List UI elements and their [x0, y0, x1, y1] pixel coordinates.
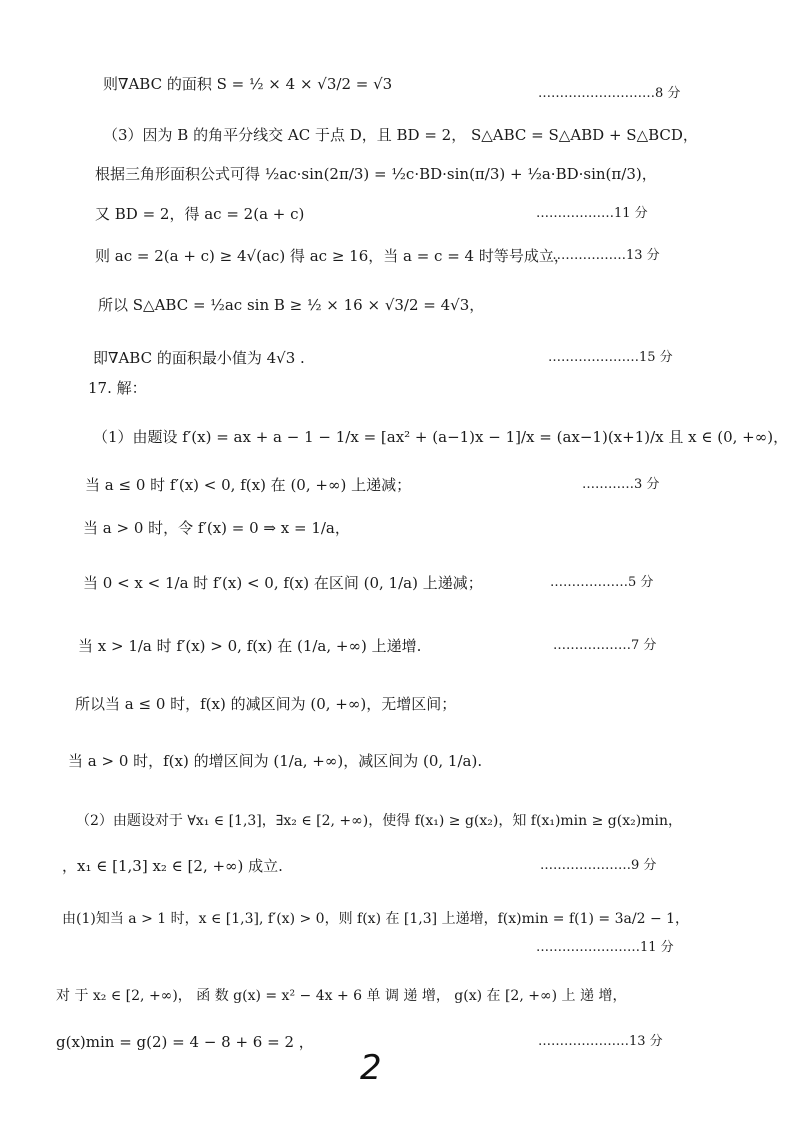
line-text: 当 x > 1/a 时 f′(x) > 0, f(x) 在 (1/a, +∞) 上递增.: [78, 637, 422, 655]
page-number: 2: [360, 1048, 382, 1088]
line-text: ，x₁ ∈ [1,3] x₂ ∈ [2, +∞) 成立.: [62, 857, 283, 875]
line-text: 所以当 a ≤ 0 时，f(x) 的减区间为 (0, +∞)，无增区间；: [75, 695, 457, 713]
line-text: 根据三角形面积公式可得 ½ac·sin(2π/3) = ½c·BD·sin(π/3) + ½a·BD·sin(π/3)，: [95, 165, 657, 183]
line-text: 当 a > 0 时，f(x) 的增区间为 (1/a, +∞)，减区间为 (0, 1/a).: [68, 752, 483, 770]
line-text: 对 于 x₂ ∈ [2, +∞)， 函 数 g(x) = x² − 4x + 6 单 调 递 增， g(x) 在 [2, +∞) 上 递 增，: [56, 988, 627, 1004]
line-text: 所以 S△ABC = ½ac sin B ≥ ½ × 16 × √3/2 = 4√3，: [98, 296, 485, 314]
score-mark: …………………15 分: [548, 350, 673, 365]
line-text: 又 BD = 2，得 ac = 2(a + c): [95, 205, 305, 223]
line-text: 当 a > 0 时，令 f′(x) = 0 ⇒ x = 1/a，: [83, 519, 350, 537]
score-mark: ………………13 分: [548, 248, 660, 263]
line-text: g(x)min = g(2) = 4 − 8 + 6 = 2 ，: [56, 1033, 314, 1051]
score-mark: …………………13 分: [538, 1034, 663, 1049]
score-mark: …………………9 分: [540, 858, 657, 873]
score-mark: ……………………11 分: [536, 940, 674, 955]
line-text: 即∇ABC 的面积最小值为 4√3 .: [93, 349, 305, 367]
score-mark: …………3 分: [582, 477, 660, 492]
line-text: 则∇ABC 的面积 S = ½ × 4 × √3/2 = √3: [103, 75, 393, 93]
score-mark: ………………11 分: [536, 206, 648, 221]
line-text: （3）因为 B 的角平分线交 AC 于点 D，且 BD = 2， S△ABC = S△ABD + S△BCD，: [103, 126, 698, 144]
line-text: 当 0 < x < 1/a 时 f′(x) < 0, f(x) 在区间 (0, 1/a) 上递减；: [83, 574, 483, 592]
line-text: 则 ac = 2(a + c) ≥ 4√(ac) 得 ac ≥ 16，当 a = c = 4 时等号成立，: [95, 247, 569, 265]
line-text: （1）由题设 f′(x) = ax + a − 1 − 1/x = [ax² + (a−1)x − 1]/x = (ax−1)(x+1)/x 且 x ∈ (0, +∞)，: [93, 428, 789, 446]
score-mark: ………………………8 分: [538, 86, 681, 101]
score-mark: ………………7 分: [553, 638, 657, 653]
line-text: 17. 解：: [88, 379, 147, 397]
line-text: （2）由题设对于 ∀x₁ ∈ [1,3]，∃x₂ ∈ [2, +∞)，使得 f(x₁) ≥ g(x₂)，知 f(x₁)min ≥ g(x₂)min，: [76, 813, 682, 829]
line-text: 当 a ≤ 0 时 f′(x) < 0, f(x) 在 (0, +∞) 上递减；: [85, 476, 412, 494]
line-text: 由(1)知当 a > 1 时，x ∈ [1,3], f′(x) > 0，则 f(x) 在 [1,3] 上递增，f(x)min = f(1) = 3a/2 − 1，: [62, 911, 690, 927]
score-mark: ………………5 分: [550, 575, 654, 590]
